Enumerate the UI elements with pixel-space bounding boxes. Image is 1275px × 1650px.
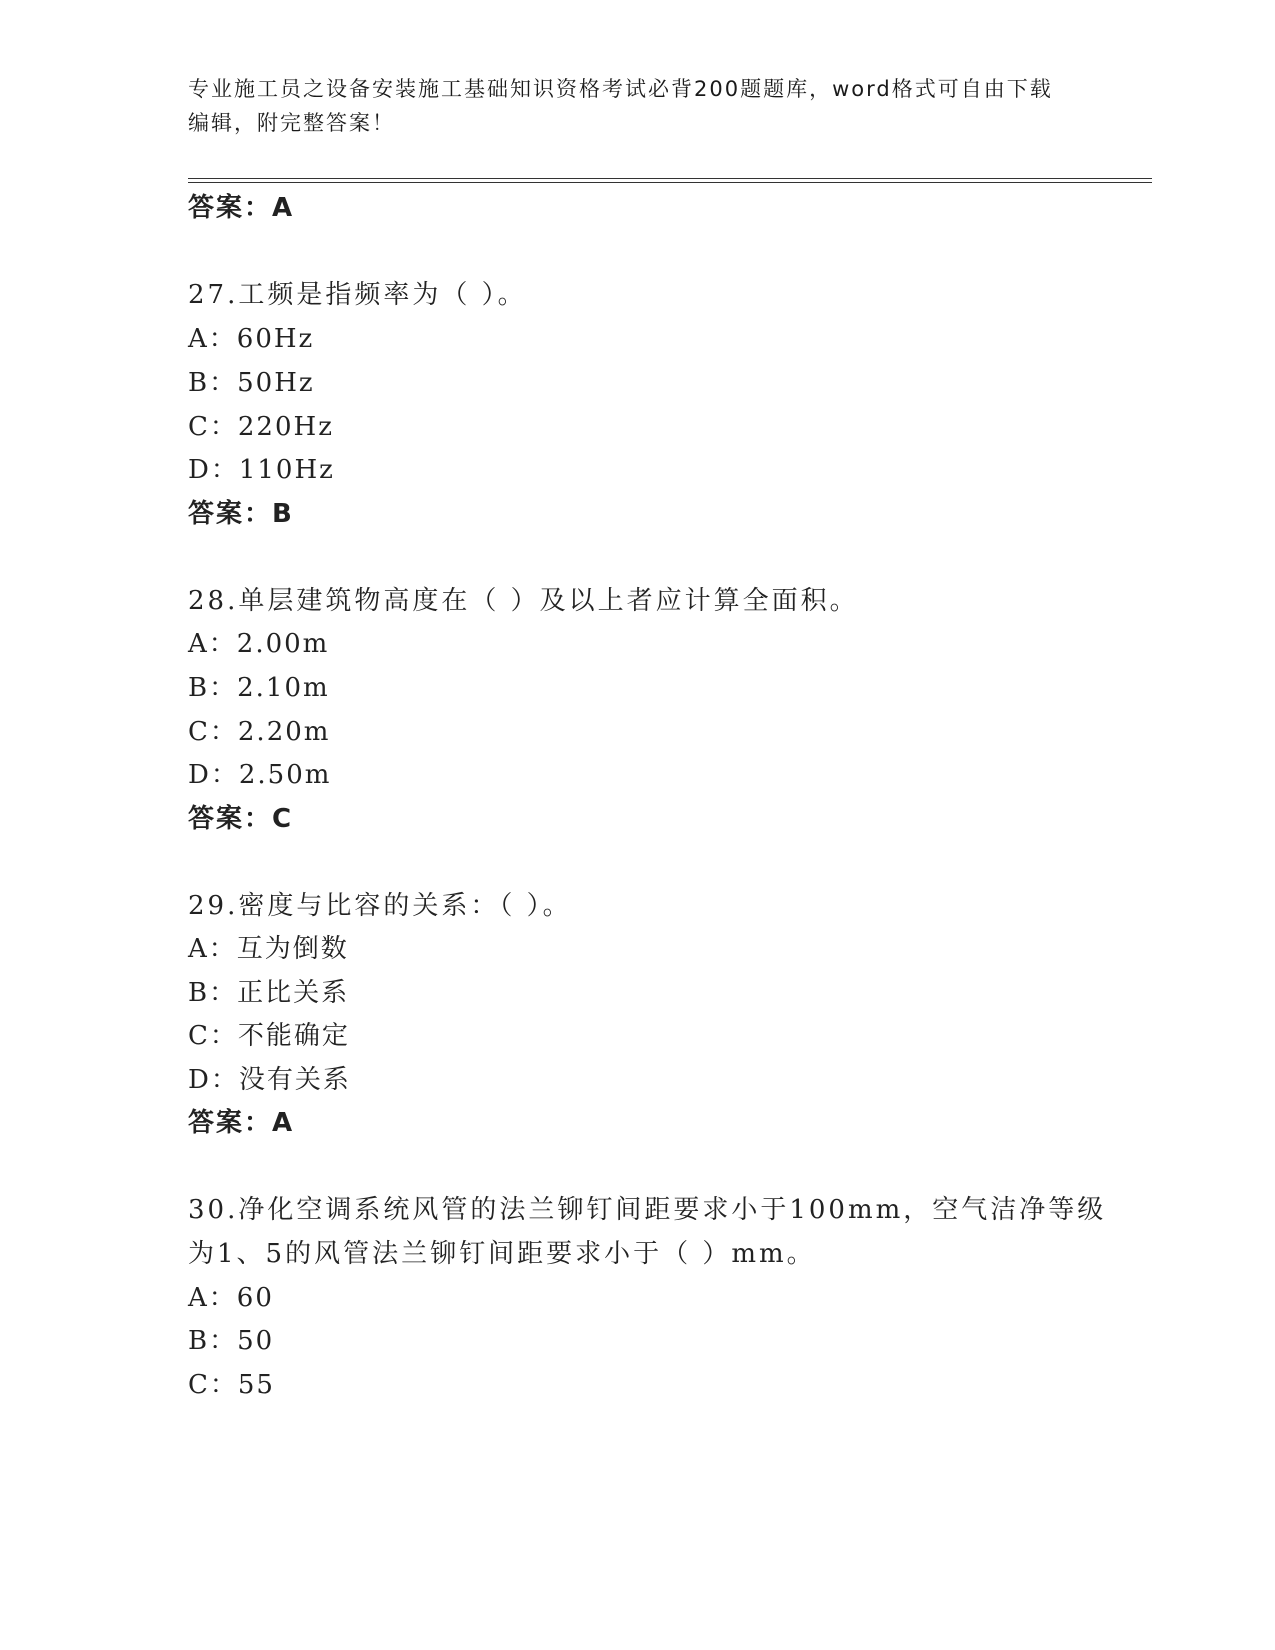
question-29-option-c: C：不能确定 <box>188 1021 350 1051</box>
question-27-option-d: D：110Hz <box>188 455 335 485</box>
question-29-option-a: A：互为倒数 <box>188 934 349 964</box>
question-28-option-b: B：2.10m <box>188 673 330 703</box>
question-29-option-b: B：正比关系 <box>188 978 350 1008</box>
question-27-option-c: C：220Hz <box>188 412 334 442</box>
question-30-option-c: C：55 <box>188 1370 275 1400</box>
question-29-option-d: D：没有关系 <box>188 1065 351 1095</box>
question-30-stem-line-1: 30.净化空调系统风管的法兰铆钉间距要求小于100mm，空气洁净等级 <box>188 1195 1107 1225</box>
question-30-option-b: B：50 <box>188 1326 275 1356</box>
question-28-answer: 答案：C <box>188 804 294 834</box>
question-27-answer: 答案：B <box>188 499 294 529</box>
question-28-option-d: D：2.50m <box>188 760 332 790</box>
question-30-option-a: A：60 <box>188 1283 274 1313</box>
answer-label: 答案：A <box>188 193 295 223</box>
question-28-stem: 28.单层建筑物高度在（ ）及以上者应计算全面积。 <box>188 586 859 616</box>
question-30-stem-line-2: 为1、5的风管法兰铆钉间距要求小于（ ）mm。 <box>188 1239 816 1269</box>
question-28-option-c: C：2.20m <box>188 717 331 747</box>
question-28-option-a: A：2.00m <box>188 629 330 659</box>
question-29-stem: 29.密度与比容的关系：（ ）。 <box>188 891 572 921</box>
question-27-option-a: A：60Hz <box>188 324 315 354</box>
header-divider <box>188 178 1152 183</box>
question-27-stem: 27.工频是指频率为（ ）。 <box>188 280 527 310</box>
question-27-option-b: B：50Hz <box>188 368 315 398</box>
document-header: 专业施工员之设备安装施工基础知识资格考试必背200题题库，word格式可自由下载编辑，附完整答案！ <box>188 77 1053 135</box>
question-29-answer: 答案：A <box>188 1108 295 1138</box>
